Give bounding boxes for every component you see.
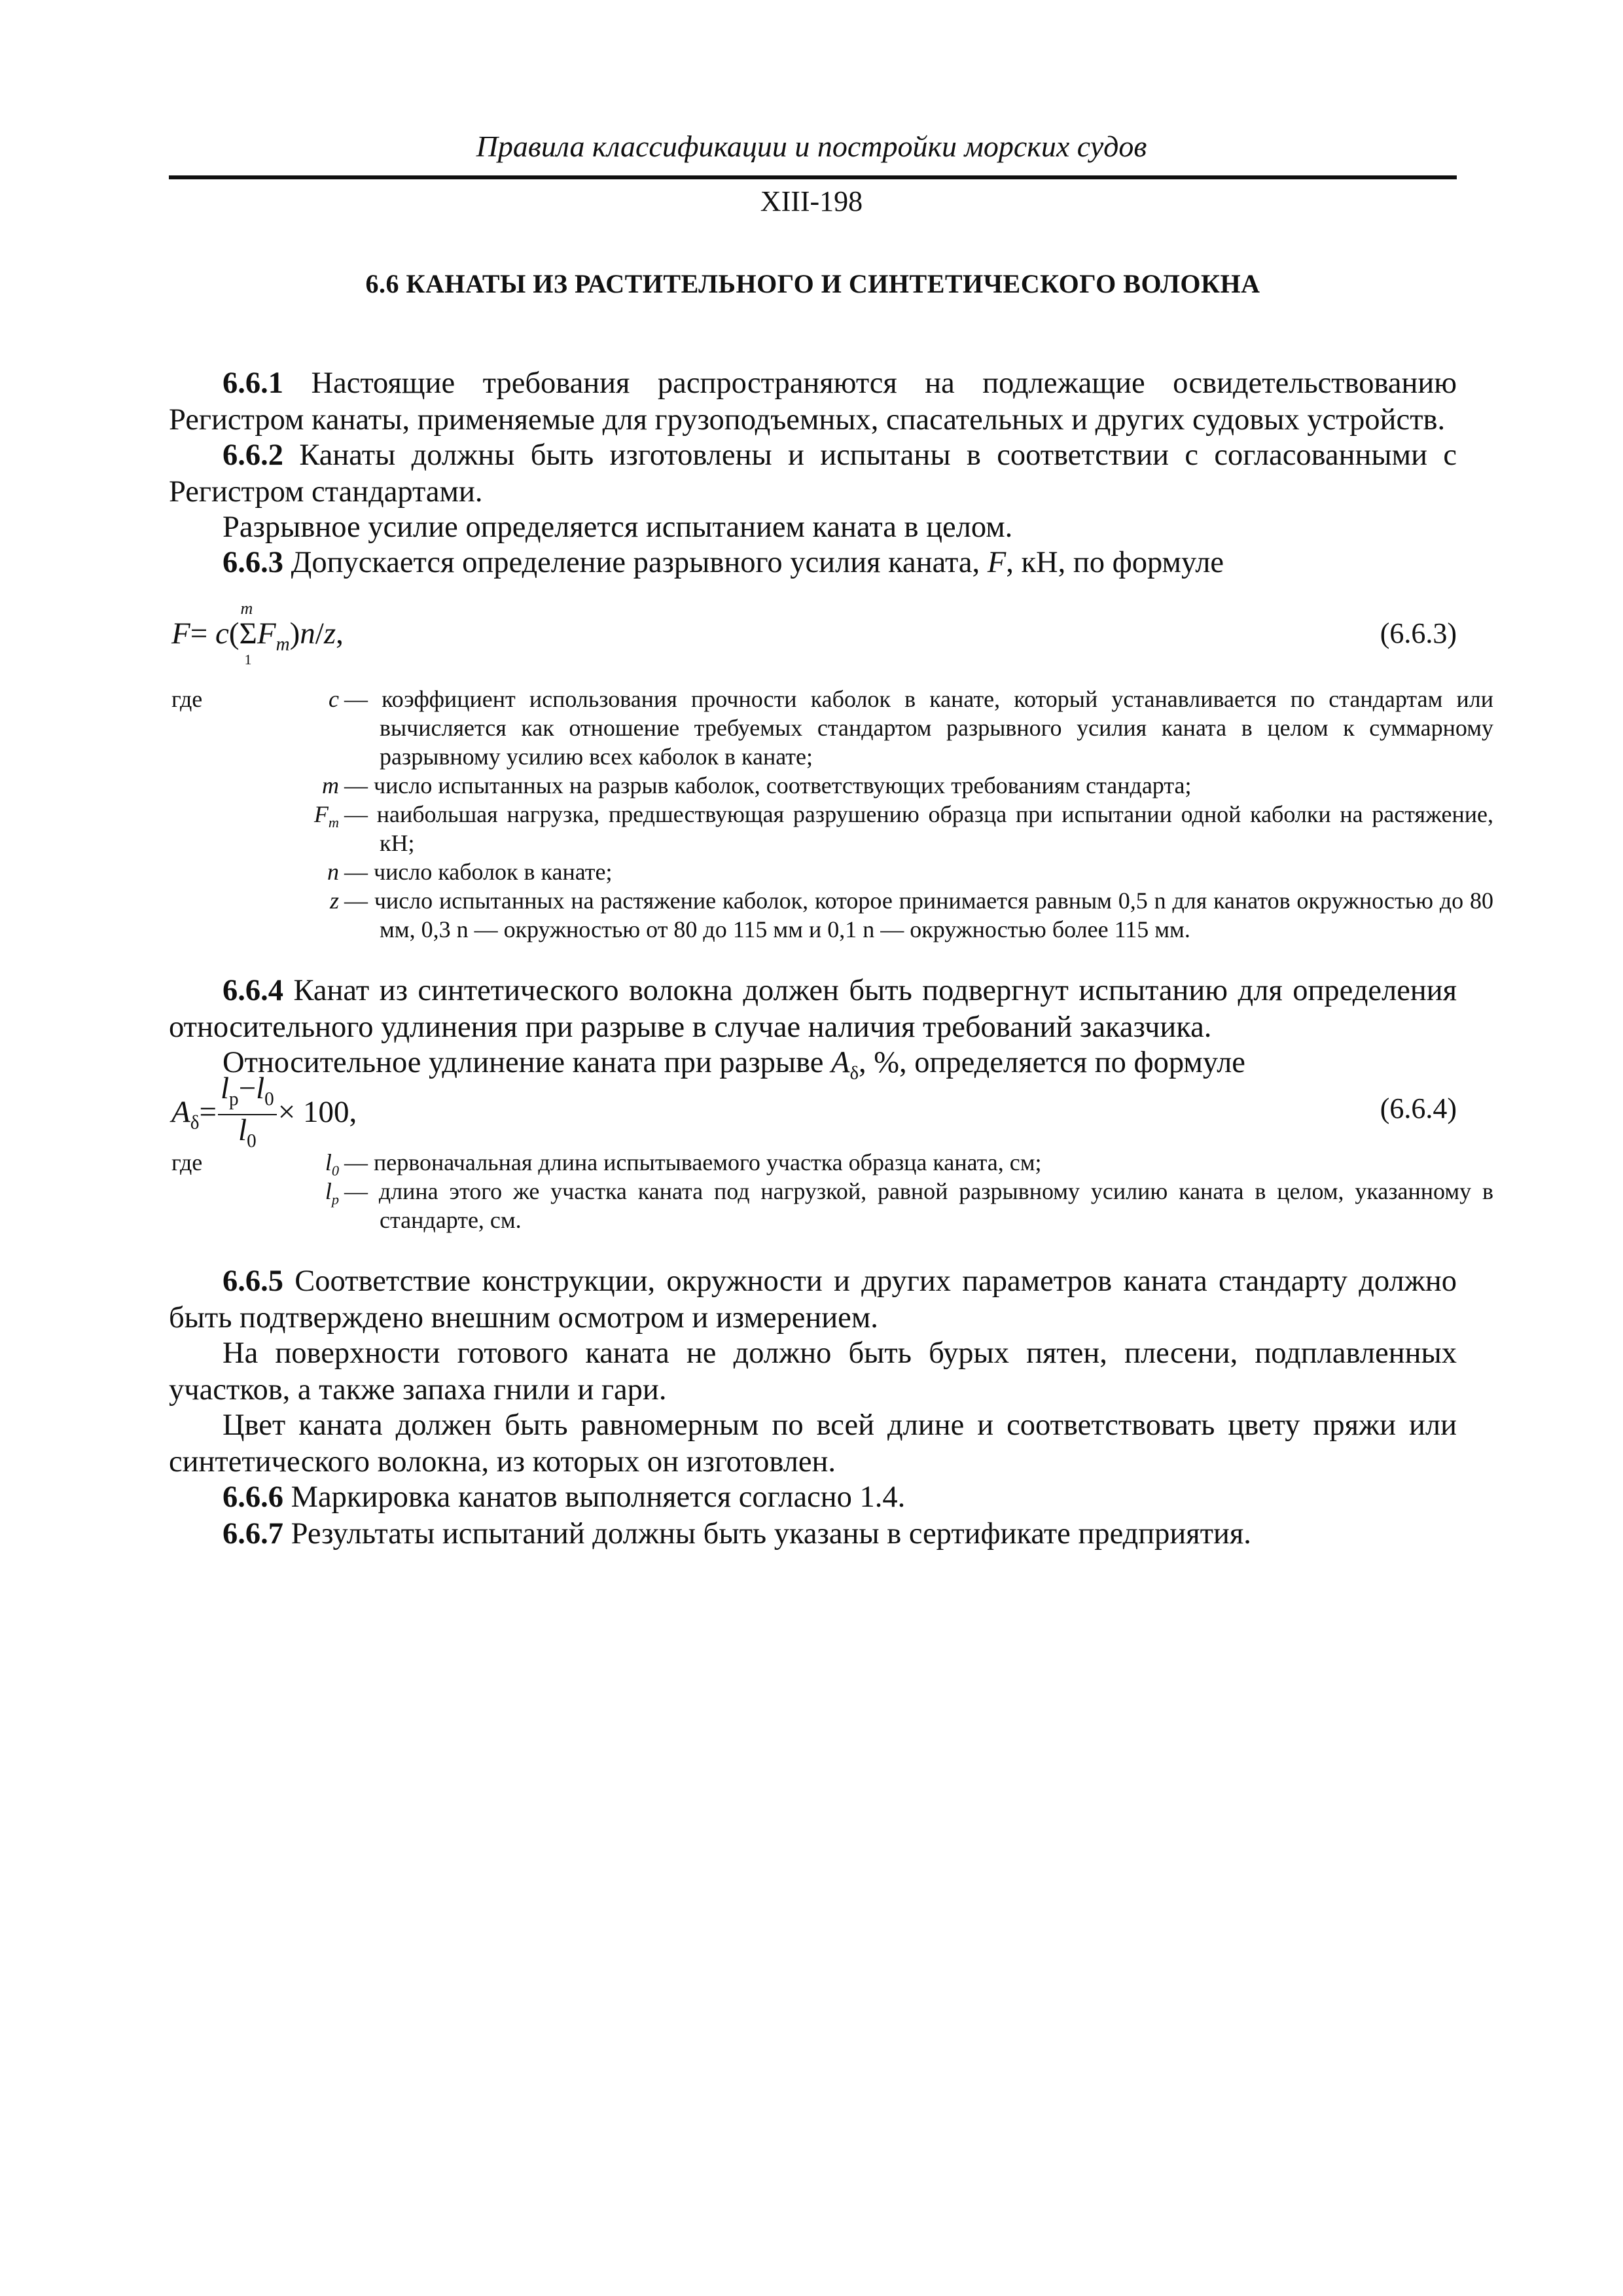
formula-F: F — [257, 617, 276, 651]
symbol-letter: F — [313, 801, 329, 827]
header-rule — [169, 175, 1457, 179]
equation-number-6-6-3: (6.6.3) — [1380, 617, 1457, 649]
paragraph-6-6-6 — [169, 1479, 1457, 1516]
formula-equals: = — [190, 617, 215, 651]
formula-subscript-m: m — [276, 634, 290, 655]
where-label: где — [171, 686, 203, 712]
sum-upper-limit: m — [240, 599, 253, 618]
formula-c: c — [215, 617, 229, 651]
paragraph-text: Допускается определение разрывного усилия каната, — [283, 546, 988, 579]
paragraph-elongation — [169, 1045, 1457, 1091]
running-head: Правила классификации и постройки морских судов — [476, 130, 1147, 163]
paragraph-surface: На поверхности готового каната не должно быть бурых пятен, плесени, подплавленных участков, а также запаха гнили и гари. — [169, 1336, 1457, 1407]
variable-A: A — [831, 1046, 850, 1079]
definition-text: — длина этого же участка каната под нагрузкой, равной разрывному усилию каната в целом, указанному в стандарте, см. — [344, 1178, 1493, 1233]
formula-paren: ( — [228, 617, 240, 651]
clause-number: 6.6.6 — [223, 1480, 283, 1514]
definition-text: — наибольшая нагрузка, предшествующая разрушению образца при испытании одной каболки на растяжение, кН; — [344, 801, 1493, 856]
formula-subscript: δ — [190, 1112, 200, 1134]
symbol-subscript: р — [331, 1191, 339, 1208]
paragraph-6-6-5 — [169, 1263, 1457, 1336]
formula-subscript: 0 — [247, 1130, 257, 1152]
paragraph-text: Результаты испытаний должны быть указаны в сертификате предприятия. — [283, 1517, 1251, 1551]
where-label: где — [171, 1149, 203, 1175]
formula-subscript: 0 — [264, 1088, 274, 1110]
definition-symbol: c — [329, 686, 339, 712]
paragraph-text: , кН, по формуле — [1006, 546, 1224, 579]
definition-text: — коэффициент использования прочности каболок в канате, который устанавливается по стандартам или вычисляется как отношение требуемых стандартом разрывного усилия каната в целом к суммарному разрывному усилию всех каболок в канате; — [344, 686, 1493, 770]
paragraph-text: Канат из синтетического волокна должен быть подвергнут испытанию для определения относительного удлинения при разрыве в случае наличия требований заказчика. — [169, 974, 1457, 1044]
clause-number: 6.6.5 — [223, 1265, 283, 1298]
definition-symbol: z — [329, 888, 339, 914]
definition-text: — число испытанных на растяжение каболок, которое принимается равным 0,5 n для канатов окружностью до 80 мм, 0,3 n — окружностью от 80 до 115 мм и 0,1 n — окружностью более 115 мм. — [344, 888, 1493, 942]
formula-comma: , — [336, 617, 344, 651]
section-title: 6.6 КАНАТЫ ИЗ РАСТИТЕЛЬНОГО И СИНТЕТИЧЕСКОГО ВОЛОКНА — [365, 269, 1260, 298]
equation-number-6-6-4: (6.6.4) — [1380, 1092, 1457, 1124]
clause-number: 6.6.2 — [223, 439, 283, 472]
paragraph-6-6-2 — [169, 437, 1457, 511]
paragraph-breaking-force: Разрывное усилие определяется испытанием каната в целом. — [223, 511, 1013, 544]
symbol-subscript: m — [328, 814, 339, 831]
formula-z: z — [323, 617, 336, 651]
clause-number: 6.6.7 — [223, 1517, 283, 1551]
definition-symbol — [196, 1177, 339, 1214]
paragraph-6-6-3 — [169, 545, 1457, 581]
paragraph-6-6-4 — [169, 973, 1457, 1046]
sum-symbol: Σ — [239, 617, 257, 651]
formula-lhs: F — [171, 617, 190, 651]
formula-subscript: р — [229, 1088, 239, 1110]
sum-lower-limit: 1 — [244, 651, 252, 668]
page-number: XIII-198 — [760, 185, 863, 217]
sigma-sum — [239, 599, 257, 668]
paragraph-text: Настоящие требования распространяются на подлежащие освидетельствованию Регистром канаты, применяемые для грузоподъемных, спасательных и других судовых устройств. — [169, 367, 1457, 437]
clause-number: 6.6.3 — [223, 546, 283, 579]
definition-text: — первоначальная длина испытываемого участка образца каната, см; — [344, 1149, 1042, 1175]
variable-subscript: δ — [849, 1062, 859, 1084]
definition-symbol — [196, 800, 339, 837]
formula-6-6-4 — [171, 1073, 357, 1157]
paragraph-6-6-7 — [169, 1516, 1457, 1552]
paragraph-text: Относительное удлинение каната при разрыве — [223, 1046, 832, 1079]
fraction — [218, 1073, 277, 1157]
formula-n: n — [300, 617, 315, 651]
variable-F: F — [987, 546, 1007, 579]
formula-equals: = — [199, 1095, 217, 1130]
formula-6-6-3 — [171, 599, 344, 668]
definition-symbol: n — [327, 859, 339, 885]
clause-number: 6.6.1 — [223, 367, 283, 400]
formula-l: l — [238, 1113, 247, 1148]
formula-minus: − — [238, 1071, 257, 1105]
symbol-subscript: 0 — [331, 1162, 339, 1179]
definition-symbol: m — [322, 772, 339, 798]
paragraph-text: Канаты должны быть изготовлены и испытаны в соответствии с согласованными с Регистром стандартами. — [169, 439, 1457, 509]
definition-text: — число каболок в канате; — [344, 859, 613, 885]
formula-l: l — [220, 1071, 230, 1105]
symbol-letter: l — [325, 1149, 332, 1175]
paragraph-text: , %, определяется по формуле — [859, 1046, 1245, 1079]
paragraph-text: Маркировка канатов выполняется согласно 1.4. — [283, 1480, 906, 1514]
formula-lhs: A — [171, 1095, 190, 1130]
paragraph-color: Цвет каната должен быть равномерным по всей длине и соответствовать цвету пряжи или синтетического волокна, из которых он изготовлен. — [169, 1408, 1457, 1479]
clause-number: 6.6.4 — [223, 974, 283, 1007]
paragraph-6-6-1 — [169, 365, 1457, 439]
formula-times: × 100, — [277, 1095, 357, 1130]
formula-slash: / — [315, 617, 324, 651]
symbol-letter: l — [325, 1178, 332, 1204]
formula-l: l — [256, 1071, 265, 1105]
definition-text: — число испытанных на разрыв каболок, соответствующих требованиям стандарта; — [344, 772, 1192, 798]
fraction-numerator — [218, 1073, 277, 1115]
formula-paren: ) — [289, 617, 300, 651]
paragraph-text: Соответствие конструкции, окружности и других параметров каната стандарту должно быть подтверждено внешним осмотром и измерением. — [169, 1265, 1457, 1335]
